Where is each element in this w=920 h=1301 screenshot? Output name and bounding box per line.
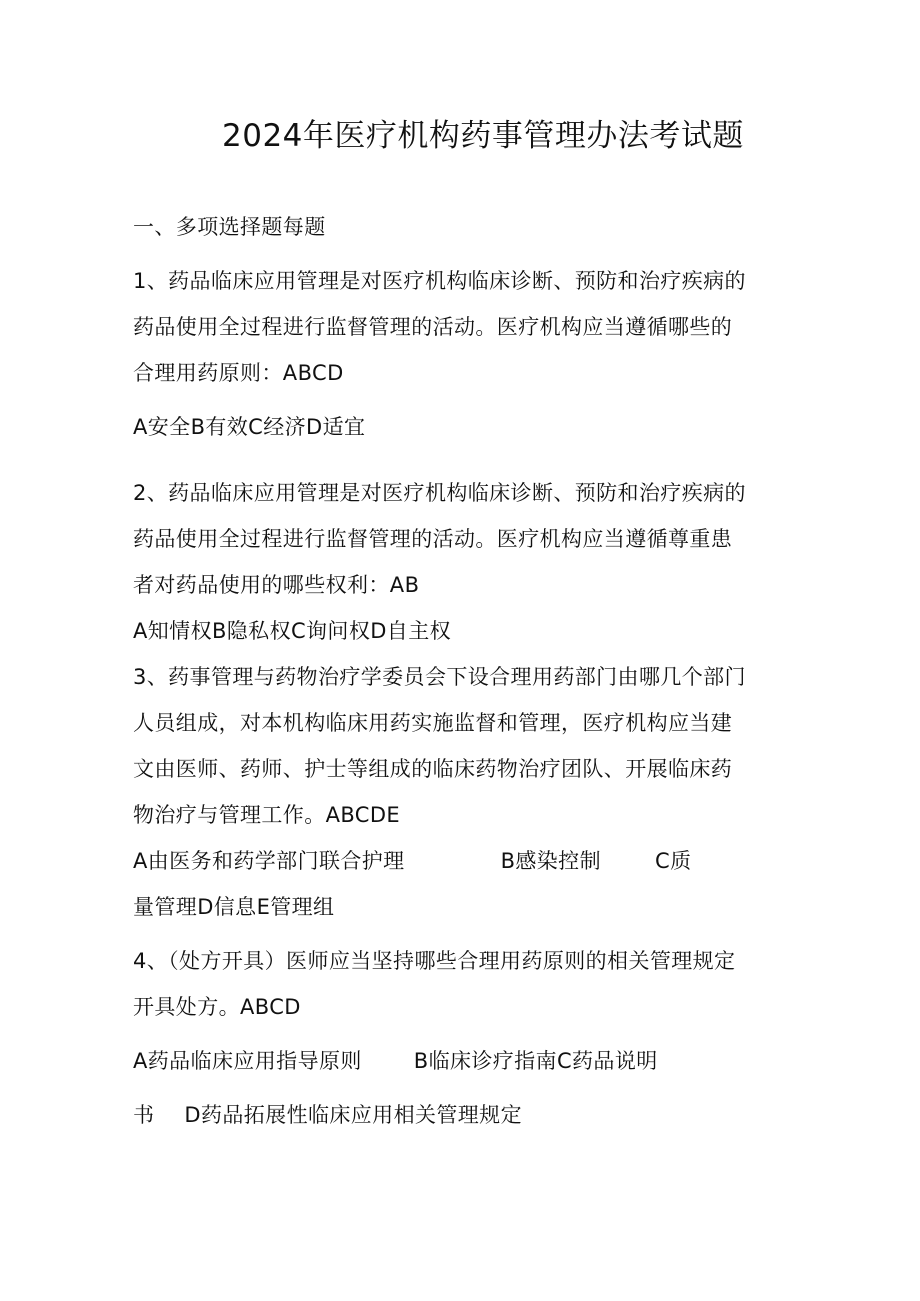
option-a: A药品临床应用指导原则 [133,1049,362,1073]
option-b-c: B临床诊疗指南C药品说明 [413,1049,658,1073]
question-text-line: 开具处方。ABCD [133,995,301,1019]
question-2 [133,470,798,654]
question-text-line: 文由医师、药师、护士等组成的临床药物治疗团队、开展临床药 [133,757,733,781]
option-a: A由医务和药学部门联合护理 [133,849,405,873]
question-text-line: 3、药事管理与药物治疗学委员会下设合理用药部门由哪几个部门 [133,665,746,689]
document-title: 2024年医疗机构药事管理办法考试题 [222,118,744,154]
option-b: B感染控制 [500,849,601,873]
question-options: A知情权B隐私权C询问权D自主权 [133,619,452,643]
question-text-line: 1、药品临床应用管理是对医疗机构临床诊断、预防和治疗疾病的 [133,269,746,293]
option-d: D药品拓展性临床应用相关管理规定 [184,1103,522,1127]
question-options-continued: 量管理D信息E管理组 [133,895,335,919]
question-text-line: 合理用药原则：ABCD [133,361,344,385]
option-c-continued: 书 [133,1103,155,1127]
question-options: A安全B有效C经济D适宜 [133,415,366,439]
question-options [133,1038,798,1084]
question-text-line: 物治疗与管理工作。ABCDE [133,803,401,827]
question-3 [133,654,798,930]
section-heading: 一、多项选择题每题 [133,215,326,239]
question-text-line: 药品使用全过程进行监督管理的活动。医疗机构应当遵循哪些的 [133,315,733,339]
question-text-line: 者对药品使用的哪些权利：AB [133,573,420,597]
question-1 [133,258,798,450]
document-body [133,204,798,1138]
question-options [133,838,798,884]
question-text-line: 人员组成，对本机构临床用药实施监督和管理，医疗机构应当建 [133,711,733,735]
option-c: C质 [655,849,692,873]
question-options-continued [133,1092,798,1138]
question-text-line: 药品使用全过程进行监督管理的活动。医疗机构应当遵循尊重患 [133,527,733,551]
question-text-line: 2、药品临床应用管理是对医疗机构临床诊断、预防和治疗疾病的 [133,481,746,505]
question-4 [133,938,798,1138]
question-text-line: 4、（处方开具）医师应当坚持哪些合理用药原则的相关管理规定 [133,949,736,973]
